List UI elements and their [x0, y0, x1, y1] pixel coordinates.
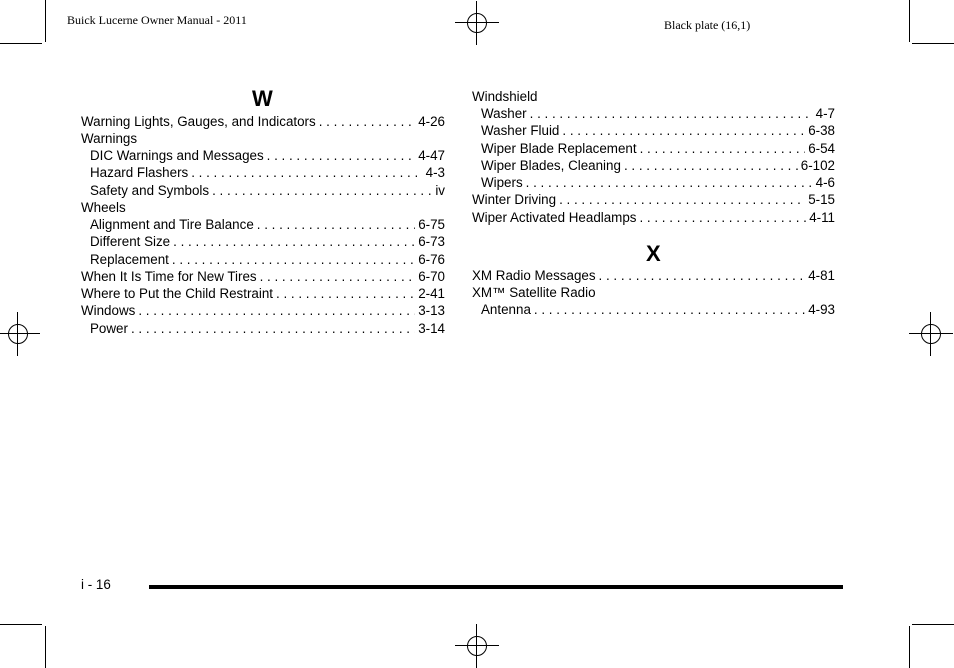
index-entry [481, 157, 835, 174]
entry-page: 6-38 [808, 123, 835, 138]
leader-dots [138, 302, 415, 319]
entry-label: Windows [81, 303, 136, 318]
entry-page: 4-7 [815, 106, 835, 121]
entry-page: 6-102 [800, 158, 835, 173]
entry-page: 6-73 [418, 234, 445, 249]
entry-label: Different Size [90, 234, 171, 249]
leader-dots [267, 147, 416, 164]
entry-label: Hazard Flashers [90, 165, 189, 180]
entry-page: 4-6 [815, 175, 835, 190]
entry-page: 4-81 [808, 268, 835, 283]
index-entry [90, 182, 445, 199]
crop-mark [912, 43, 954, 44]
entry-page: 4-11 [809, 210, 835, 225]
index-entry [472, 191, 835, 208]
index-entry [481, 122, 835, 139]
header-plate-label: Black plate (16,1) [664, 18, 751, 32]
index-entry [472, 209, 835, 226]
entry-label: Alignment and Tire Balance [90, 217, 254, 232]
leader-dots [640, 140, 806, 157]
crop-mark [45, 0, 46, 42]
index-entry [81, 302, 445, 319]
footer-rule [149, 585, 843, 589]
index-entry [481, 174, 835, 191]
leader-dots [319, 113, 415, 130]
registration-mark-icon [917, 320, 945, 348]
leader-dots [534, 301, 805, 318]
crop-mark [0, 624, 42, 625]
leader-dots [173, 233, 415, 250]
registration-mark-icon [4, 320, 32, 348]
entry-page: 4-47 [418, 148, 445, 163]
leader-dots [624, 157, 798, 174]
index-letter-w: W [252, 86, 273, 111]
leader-dots [276, 285, 415, 302]
index-entry [90, 216, 445, 233]
entry-page: 5-15 [808, 192, 835, 207]
index-heading: Windshield [472, 89, 538, 104]
index-entry [481, 105, 835, 122]
leader-dots [131, 320, 415, 337]
index-letter-x: X [646, 241, 661, 266]
entry-label: Warning Lights, Gauges, and Indicators [81, 114, 316, 129]
leader-dots [191, 164, 422, 181]
leader-dots [260, 268, 416, 285]
index-entry [81, 268, 445, 285]
entry-label: DIC Warnings and Messages [90, 148, 264, 163]
entry-page: 6-75 [418, 217, 445, 232]
index-heading: Wheels [81, 200, 126, 215]
header-manual-title: Buick Lucerne Owner Manual - 2011 [67, 13, 247, 27]
entry-page: 6-54 [808, 141, 835, 156]
index-entry [481, 140, 835, 157]
entry-label: Washer Fluid [481, 123, 560, 138]
index-entry [472, 267, 835, 284]
entry-label: Washer [481, 106, 527, 121]
entry-page: iv [435, 183, 445, 198]
entry-label: Safety and Symbols [90, 183, 210, 198]
index-entry [90, 164, 445, 181]
entry-page: 4-26 [418, 114, 445, 129]
entry-label: XM Radio Messages [472, 268, 596, 283]
entry-label: Winter Driving [472, 192, 557, 207]
entry-label: Wiper Blade Replacement [481, 141, 637, 156]
entry-label: When It Is Time for New Tires [81, 269, 257, 284]
leader-dots [257, 216, 415, 233]
entry-page: 3-13 [418, 303, 445, 318]
leader-dots [172, 251, 415, 268]
entry-label: Replacement [90, 252, 169, 267]
crop-mark [912, 624, 954, 625]
entry-page: 4-3 [425, 165, 445, 180]
crop-mark [45, 626, 46, 668]
registration-mark-icon [463, 9, 491, 37]
entry-page: 3-14 [418, 321, 445, 336]
entry-page: 2-41 [418, 286, 445, 301]
entry-label: Wiper Activated Headlamps [472, 210, 637, 225]
leader-dots [526, 174, 813, 191]
entry-page: 6-76 [418, 252, 445, 267]
crop-mark [909, 626, 910, 668]
index-heading: Warnings [81, 131, 138, 146]
index-entry [90, 251, 445, 268]
index-entry [481, 301, 835, 318]
leader-dots [530, 105, 813, 122]
leader-dots [639, 209, 806, 226]
leader-dots [559, 191, 805, 208]
index-entry [81, 285, 445, 302]
entry-page: 4-93 [808, 302, 835, 317]
entry-label: Wiper Blades, Cleaning [481, 158, 621, 173]
entry-label: Power [90, 321, 128, 336]
entry-label: Antenna [481, 302, 531, 317]
leader-dots [212, 182, 432, 199]
index-heading: XM™ Satellite Radio [472, 285, 596, 300]
leader-dots [562, 122, 805, 139]
entry-label: Where to Put the Child Restraint [81, 286, 274, 301]
index-entry [81, 113, 445, 130]
index-entry [90, 233, 445, 250]
entry-page: 6-70 [418, 269, 445, 284]
entry-label: Wipers [481, 175, 523, 190]
page-number: i - 16 [81, 577, 111, 592]
index-entry [90, 147, 445, 164]
registration-mark-icon [463, 632, 491, 660]
leader-dots [599, 267, 806, 284]
crop-mark [909, 0, 910, 42]
crop-mark [0, 43, 42, 44]
index-entry [90, 320, 445, 337]
